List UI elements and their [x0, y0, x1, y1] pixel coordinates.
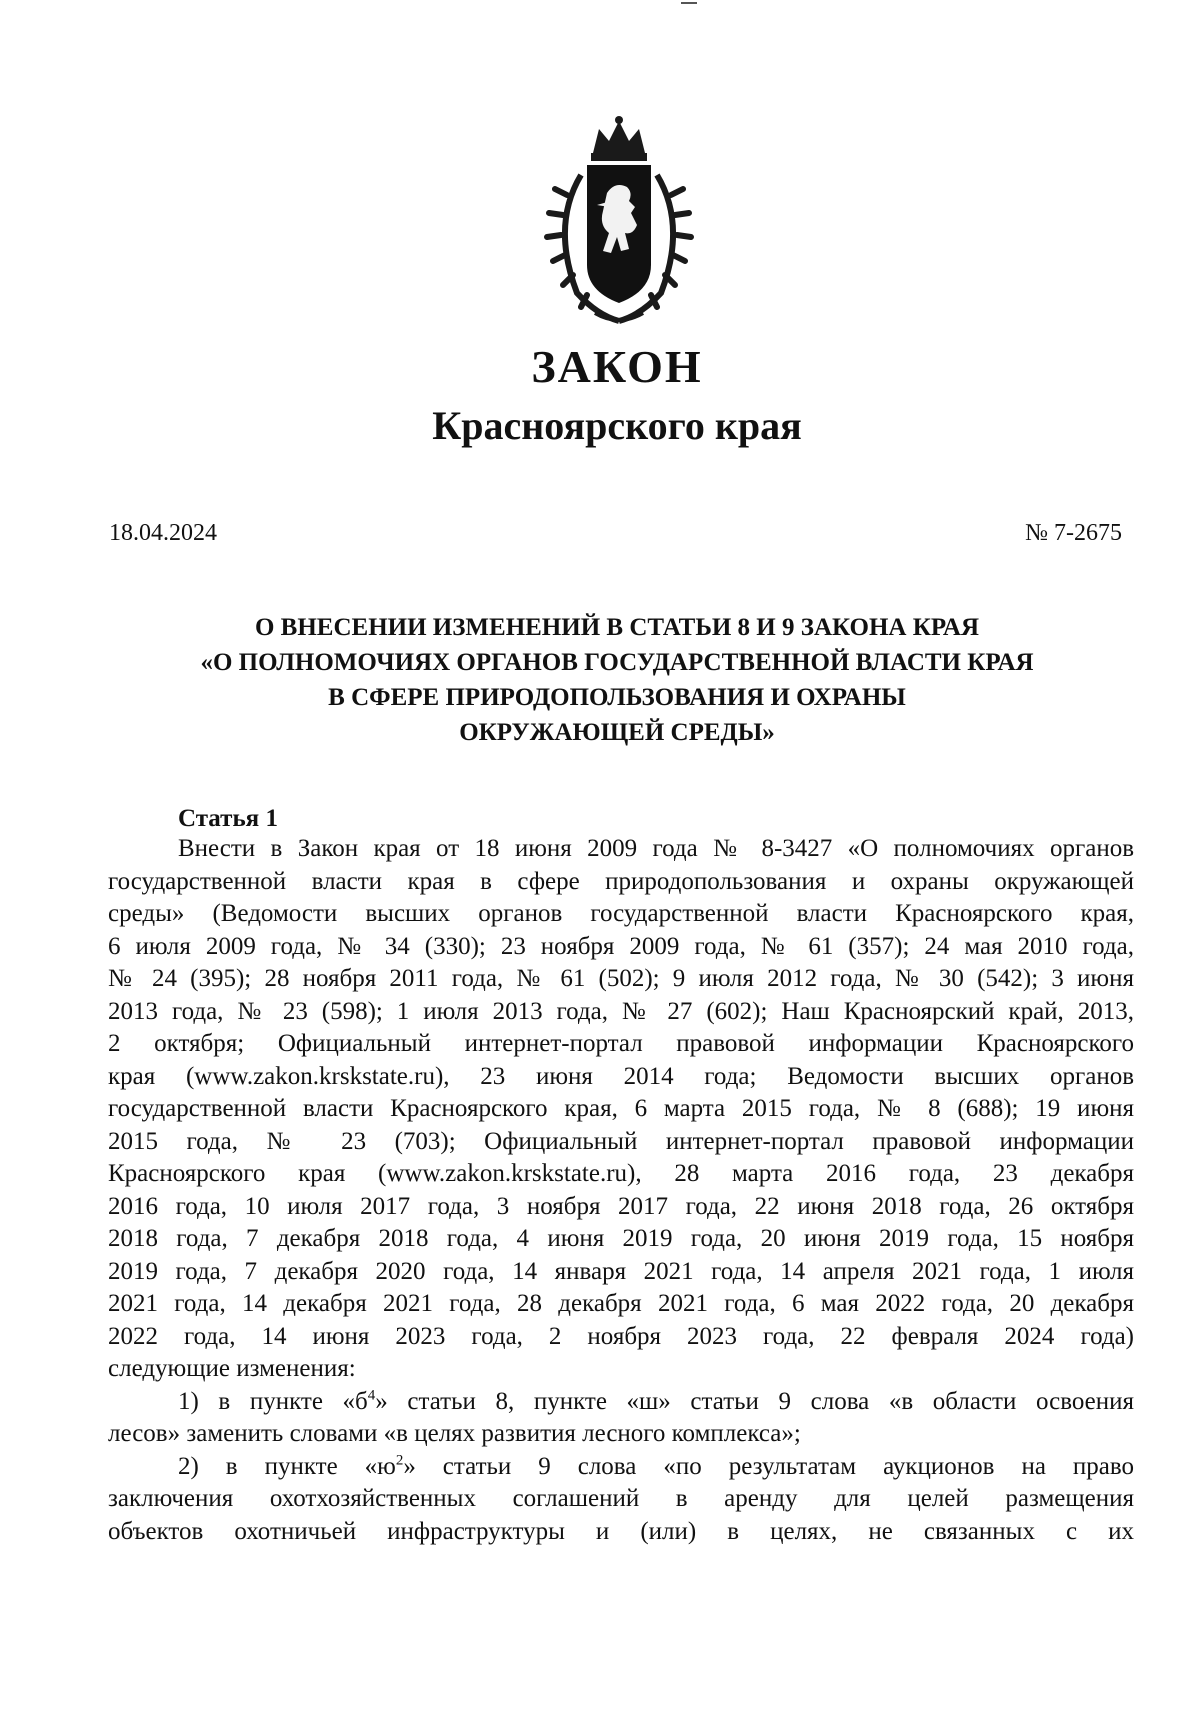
body-line: 2015 года, № 23 (703); Официальный интернет-портал правовой информации [108, 1127, 1134, 1155]
document-issuer-title: Красноярского края [432, 403, 802, 448]
body-line: 2016 года, 10 июля 2017 года, 3 ноября 2017 года, 22 июня 2018 года, 26 октября [108, 1192, 1134, 1220]
body-line: государственной власти Красноярского края, 6 марта 2015 года, № 8 (688); 19 июня [108, 1095, 1134, 1122]
law-heading [100, 610, 1134, 750]
body-line: среды» (Ведомости высших органов государственной власти Красноярского края, [108, 900, 1134, 927]
body-line: 2021 года, 14 декабря 2021 года, 28 декабря 2021 года, 6 мая 2022 года, 20 декабря [108, 1290, 1134, 1317]
list-item-2: 2) в пункте «$ю^2$» статьи 9 слова «по результатам аукционов на право [178, 1452, 1135, 1480]
body-line: 6 июля 2009 года, № 34 (330); 23 ноября 2009 года, № 61 (357); 24 мая 2010 года, [108, 932, 1134, 960]
body-line: края (www.zakon.krskstate.ru), 23 июня 2014 года; Ведомости высших органов [108, 1062, 1134, 1090]
heading-line: В СФЕРЕ ПРИРОДОПОЛЬЗОВАНИЯ И ОХРАНЫ [328, 684, 906, 711]
heading-line: О ВНЕСЕНИИ ИЗМЕНЕНИЙ В СТАТЬИ 8 И 9 ЗАКОНА КРАЯ [254, 614, 980, 641]
body-line: следующие изменения: [108, 1355, 356, 1382]
body-line: объектов охотничьей инфраструктуры и (или) в целях, не связанных с их [108, 1517, 1134, 1545]
body-line: 2018 года, 7 декабря 2018 года, 4 июня 2019 года, 20 июня 2019 года, 15 ноября [108, 1225, 1134, 1252]
article-body [108, 833, 1134, 1548]
body-line: заключения охотхозяйственных соглашений в аренду для целей размещения [108, 1485, 1134, 1512]
document-number: № 7-2675 [1025, 520, 1122, 546]
list-item-1: 1) в пункте «$б^4$» статьи 8, пункте «ш» статьи 9 слова «в области освоения [178, 1387, 1134, 1415]
document-type-title: ЗАКОН [531, 341, 703, 392]
body-line: 2013 года, № 23 (598); 1 июля 2013 года, № 27 (602); Наш Красноярский край, 2013, [108, 997, 1134, 1025]
body-line: государственной власти края в сфере природопользования и охраны окружающей [108, 867, 1134, 895]
body-line: 2022 года, 14 июня 2023 года, 2 ноября 2023 года, 22 февраля 2024 года) [108, 1322, 1134, 1350]
body-line: № 24 (395); 28 ноября 2011 года, № 61 (502); 9 июля 2012 года, № 30 (542); 3 июня [108, 965, 1134, 992]
body-line: Красноярского края (www.zakon.krskstate.ru), 28 марта 2016 года, 23 декабря [108, 1160, 1134, 1187]
body-line: лесов» заменить словами «в целях развития лесного комплекса»; [108, 1420, 801, 1447]
scan-artifact [681, 2, 697, 4]
body-line: 2019 года, 7 декабря 2020 года, 14 января 2021 года, 14 апреля 2021 года, 1 июля [108, 1257, 1134, 1285]
body-line: Внести в Закон края от 18 июня 2009 года № 8-3427 «О полномочиях органов [178, 835, 1134, 862]
article-title: Статья 1 [178, 805, 278, 832]
heading-line: «О ПОЛНОМОЧИЯХ ОРГАНОВ ГОСУДАРСТВЕННОЙ ВЛАСТИ КРАЯ [200, 649, 1034, 676]
body-line: 2 октября; Официальный интернет-портал правовой информации Красноярского [108, 1030, 1134, 1057]
coat-of-arms-emblem [537, 115, 701, 327]
heading-line: ОКРУЖАЮЩЕЙ СРЕДЫ» [459, 719, 775, 746]
document-date: 18.04.2024 [109, 520, 217, 546]
